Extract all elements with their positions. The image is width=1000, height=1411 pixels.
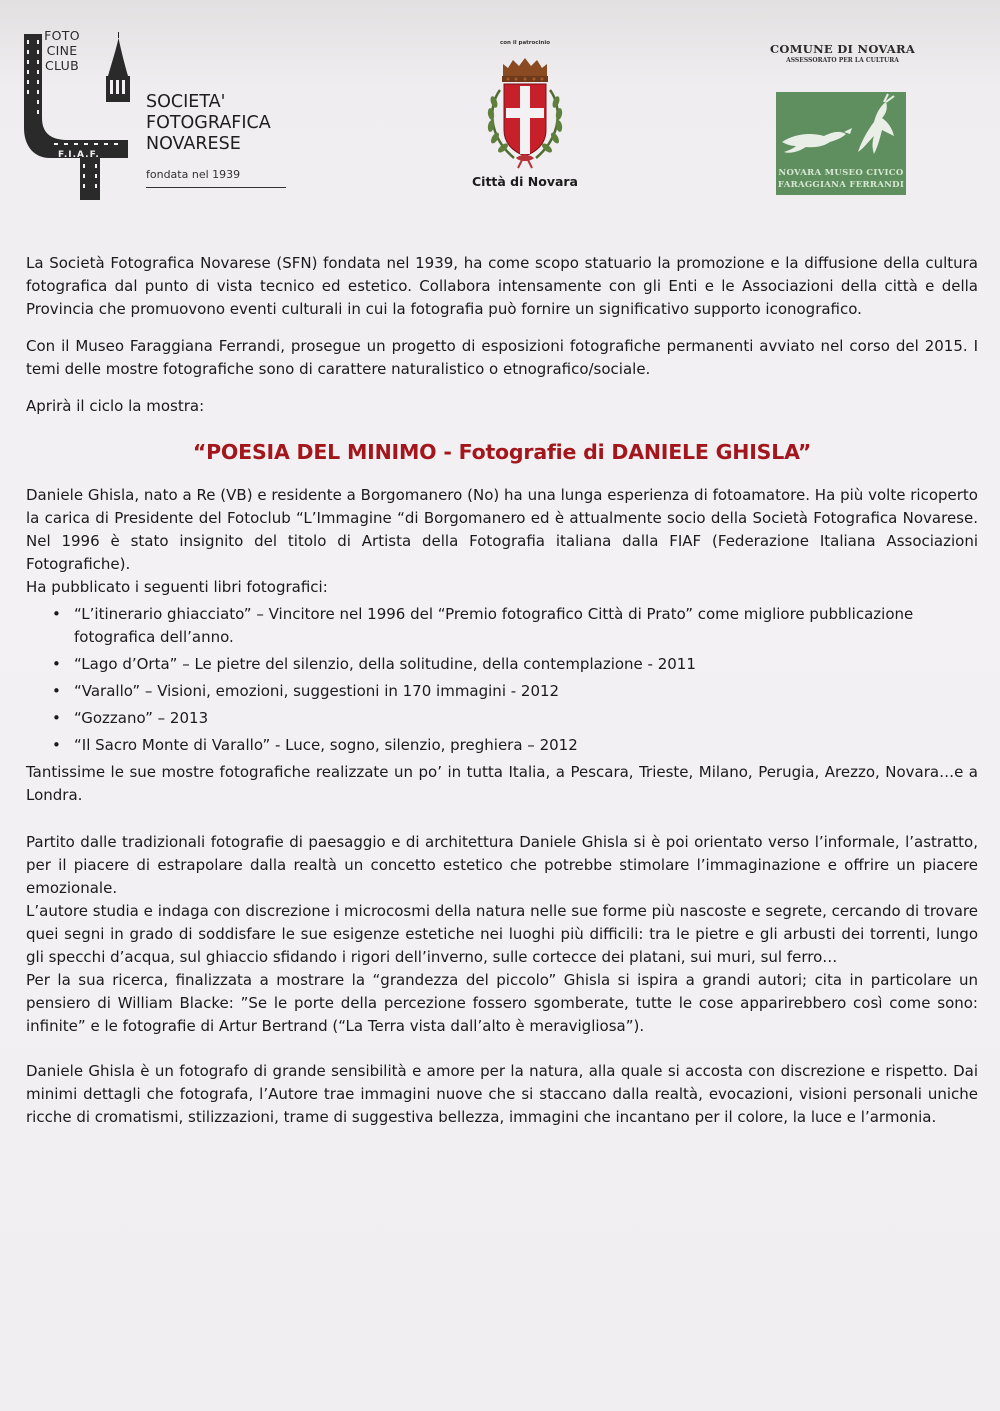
society-name-line: FOTOGRAFICA	[146, 113, 271, 133]
founded-label: fondata nel 1939	[146, 168, 241, 181]
list-item: • “Gozzano” – 2013	[52, 707, 978, 730]
books-list	[26, 603, 978, 757]
spacer	[26, 807, 978, 831]
society-name-line: NOVARESE	[146, 134, 241, 154]
fotocine-line: CLUB	[45, 58, 79, 73]
comune-subtitle: ASSESSORATO PER LA CULTURA	[786, 57, 899, 64]
list-item: • “L’itinerario ghiacciato” – Vincitore nel 1996 del “Premio fotografico Città di Prato” come migliore pubblicazione fotografica dell’anno.	[52, 603, 978, 649]
museum-line-1: NOVARA MUSEO CIVICO	[778, 168, 904, 178]
logo-header	[0, 0, 1000, 230]
animals-icon	[776, 92, 906, 168]
list-item: • “Il Sacro Monte di Varallo” - Luce, sogno, silenzio, preghiera – 2012	[52, 734, 978, 757]
research-paragraph: Per la sua ricerca, finalizzata a mostrare la “grandezza del piccolo” Ghisla si ispira a grandi autori; cita in particolare un pensiero di William Blacke: ”Se le porte della percezione fossero sgomberate, tutte le cose apparirebbero così come sono: infinite” e le fotografie di Artur Bertrand (“La Terra vista dall’alto è meravigliosa”).	[26, 971, 978, 1035]
list-item: • “Varallo” – Visioni, emozioni, suggestioni in 170 immagini - 2012	[52, 680, 978, 703]
society-name	[146, 92, 271, 155]
document-body	[26, 252, 978, 1129]
museum-line-2: FARAGGIANA FERRANDI	[777, 180, 905, 190]
comune-title: COMUNE DI NOVARA	[769, 42, 916, 56]
conclusion-paragraph: Daniele Ghisla è un fotografo di grande sensibilità e amore per la natura, alla quale si accosta con discrezione e rispetto. Dai minimi dettagli che fotografa, l’Autore trae immagini nuove che si staccano dalla realtà, evocazioni, visioni personali uniche ricche di cromatismi, stilizzazioni, trame di suggestiva bellezza, immagini che incantano per il colore, la luce e l’armonia.	[26, 1062, 978, 1126]
museo-paragraph: Con il Museo Faraggiana Ferrandi, prosegue un progetto di esposizioni fotografiche permanenti avviato nel corso del 2015. I temi delle mostre fotografiche sono di carattere naturalistico o etnografico/sociale.	[26, 337, 978, 378]
bio-paragraph: Daniele Ghisla, nato a Re (VB) e residente a Borgomanero (No) ha una lunga esperienza di fotoamatore. Ha più volte ricoperto la carica di Presidente del Fotoclub “L’Immagine “di Borgomanero ed è attualmente socio della Società Fotografica Novarese. Nel 1996 è stato insignito del titolo di Artista della Fotografia italiana dalla FIAF (Federazione Italiana Associazioni Fotografiche).	[26, 486, 978, 573]
spacer	[26, 1038, 978, 1060]
books-intro: Ha pubblicato i seguenti libri fotografici:	[26, 578, 328, 596]
patrocinio-label: con il patrocinio	[499, 40, 551, 46]
logo-underline	[146, 187, 286, 188]
citta-di-novara-logo	[450, 40, 600, 200]
author-paragraph: L’autore studia e indaga con discrezione i microcosmi della natura nelle sue forme più nascoste e segrete, cercando di trovare quei segni in grado di soddisfare le sue esigenze estetiche nei luoghi più difficili: tra le pietre e gli arbusti dei torrenti, lungo gli specchi d’acqua, sul ghiaccio sfidando i rigori dell’inverno, sulle cortecce dei platani, sui muri, sul ferro…	[26, 902, 978, 966]
list-item: • “Lago d’Orta” – Le pietre del silenzio, della solitudine, della contemplazione - 2011	[52, 653, 978, 676]
foto-cine-club-label	[34, 28, 90, 73]
fiaf-label: F.I.A.F.	[58, 150, 100, 160]
coat-of-arms-icon	[470, 50, 580, 174]
exhibitions-paragraph: Tantissime le sue mostre fotografiche realizzate un po’ in tutta Italia, a Pescara, Trieste, Milano, Perugia, Arezzo, Novara…e a Londra.	[26, 763, 978, 804]
society-name-line: SOCIETA'	[146, 92, 226, 112]
comune-di-novara-logo	[760, 42, 925, 202]
exhibition-title: “POESIA DEL MINIMO - Fotografie di DANIELE GHISLA”	[192, 440, 812, 464]
museum-logo	[776, 92, 906, 195]
city-name: Città di Novara	[471, 174, 578, 189]
sfn-logo	[20, 28, 310, 208]
opening-line: Aprirà il ciclo la mostra:	[26, 397, 205, 415]
style-paragraph: Partito dalle tradizionali fotografie di paesaggio e di architettura Daniele Ghisla si è poi orientato verso l’informale, l’astratto, per il piacere di estrapolare dalla realtà un concetto estetico che potrebbe stimolare l’immaginazione e offrire un piacere emozionale.	[26, 833, 978, 897]
fotocine-line: CINE	[46, 43, 78, 58]
fotocine-line: FOTO	[44, 28, 80, 43]
intro-paragraph: La Società Fotografica Novarese (SFN) fondata nel 1939, ha come scopo statuario la promozione e la diffusione della cultura fotografica dal punto di vista tecnico ed estetico. Collabora intensamente con gli Enti e le Associazioni della città e della Provincia che promuovono eventi culturali in cui la fotografia può fornire un significativo supporto iconografico.	[26, 254, 978, 318]
